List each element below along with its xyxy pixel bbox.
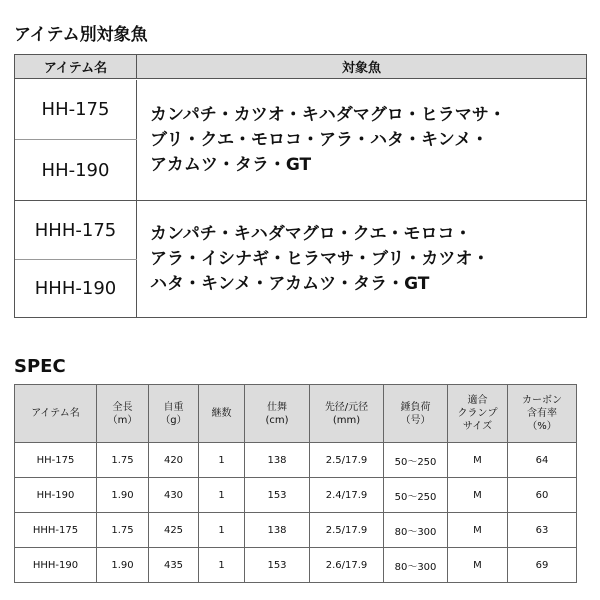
spec-cell: 1.75 xyxy=(97,513,149,548)
spec-cell: M xyxy=(448,478,508,513)
spec-cell: 2.5/17.9 xyxy=(310,443,384,478)
spec-header-item: アイテム名 xyxy=(15,385,97,443)
spec-header-weight: 自重 （g） xyxy=(149,385,199,443)
spec-cell: 435 xyxy=(149,548,199,583)
table-row xyxy=(15,548,577,583)
spec-cell: 80～300 xyxy=(384,548,448,583)
spec-table xyxy=(14,384,577,583)
spec-cell: 1 xyxy=(199,478,245,513)
fish-line: アラ・イシナギ・ヒラマサ・ブリ・カツオ・ xyxy=(150,248,490,269)
table-row xyxy=(15,478,577,513)
spec-cell: 430 xyxy=(149,478,199,513)
spec-cell: 50～250 xyxy=(384,443,448,478)
spec-cell-item: HHH-190 xyxy=(15,548,97,583)
spec-cell: 2.5/17.9 xyxy=(310,513,384,548)
item-name-header: アイテム名 xyxy=(15,55,137,79)
spec-cell: 1.90 xyxy=(97,548,149,583)
spec-header-sinker-load: 錘負荷 （号） xyxy=(384,385,448,443)
spec-header-pieces: 継数 xyxy=(199,385,245,443)
spec-cell: 2.6/17.9 xyxy=(310,548,384,583)
spec-cell: 60 xyxy=(508,478,577,513)
spec-cell: 50～250 xyxy=(384,478,448,513)
spec-header-clamp-size: 適合 クランプ サイズ xyxy=(448,385,508,443)
item-name-cell: HH-175 xyxy=(15,80,137,139)
spec-cell: 1.75 xyxy=(97,443,149,478)
target-fish-title: アイテム別対象魚 xyxy=(14,25,148,45)
spec-cell: 153 xyxy=(245,478,310,513)
spec-cell: M xyxy=(448,443,508,478)
spec-cell: 153 xyxy=(245,548,310,583)
spec-header-closed-length: 仕舞 (cm) xyxy=(245,385,310,443)
spec-header-length: 全長 （m） xyxy=(97,385,149,443)
spec-cell: M xyxy=(448,548,508,583)
spec-cell: 2.4/17.9 xyxy=(310,478,384,513)
fish-line: アカムツ・タラ・GT xyxy=(150,154,312,175)
target-fish-table xyxy=(14,54,587,318)
spec-cell: 420 xyxy=(149,443,199,478)
table-row xyxy=(15,513,577,548)
spec-cell: 1 xyxy=(199,548,245,583)
spec-header-row xyxy=(15,385,577,443)
spec-header-carbon: カーボン 含有率 （%） xyxy=(508,385,577,443)
target-fish-cell xyxy=(138,80,586,200)
spec-title: SPEC xyxy=(14,356,66,377)
spec-cell-item: HH-175 xyxy=(15,443,97,478)
item-name-cell: HH-190 xyxy=(15,140,137,200)
spec-cell: 425 xyxy=(149,513,199,548)
spec-cell-item: HH-190 xyxy=(15,478,97,513)
target-fish-header: 対象魚 xyxy=(137,55,586,79)
spec-cell: 138 xyxy=(245,513,310,548)
spec-cell: M xyxy=(448,513,508,548)
spec-header-diameter: 先径/元径 (mm) xyxy=(310,385,384,443)
fish-line: ブリ・クエ・モロコ・アラ・ハタ・キンメ・ xyxy=(150,129,489,150)
item-name-cell: HHH-175 xyxy=(15,201,137,259)
spec-cell: 63 xyxy=(508,513,577,548)
table-row xyxy=(15,443,577,478)
fish-line: カンパチ・カツオ・キハダマグロ・ヒラマサ・ xyxy=(150,104,506,125)
spec-cell: 1.90 xyxy=(97,478,149,513)
spec-cell: 1 xyxy=(199,443,245,478)
target-fish-cell xyxy=(138,201,586,317)
item-name-cell: HHH-190 xyxy=(15,260,137,317)
fish-line: ハタ・キンメ・アカムツ・タラ・GT xyxy=(150,273,430,294)
spec-cell: 1 xyxy=(199,513,245,548)
spec-cell-item: HHH-175 xyxy=(15,513,97,548)
spec-cell: 69 xyxy=(508,548,577,583)
spec-cell: 80～300 xyxy=(384,513,448,548)
fish-line: カンパチ・キハダマグロ・クエ・モロコ・ xyxy=(150,223,472,244)
spec-cell: 64 xyxy=(508,443,577,478)
spec-cell: 138 xyxy=(245,443,310,478)
